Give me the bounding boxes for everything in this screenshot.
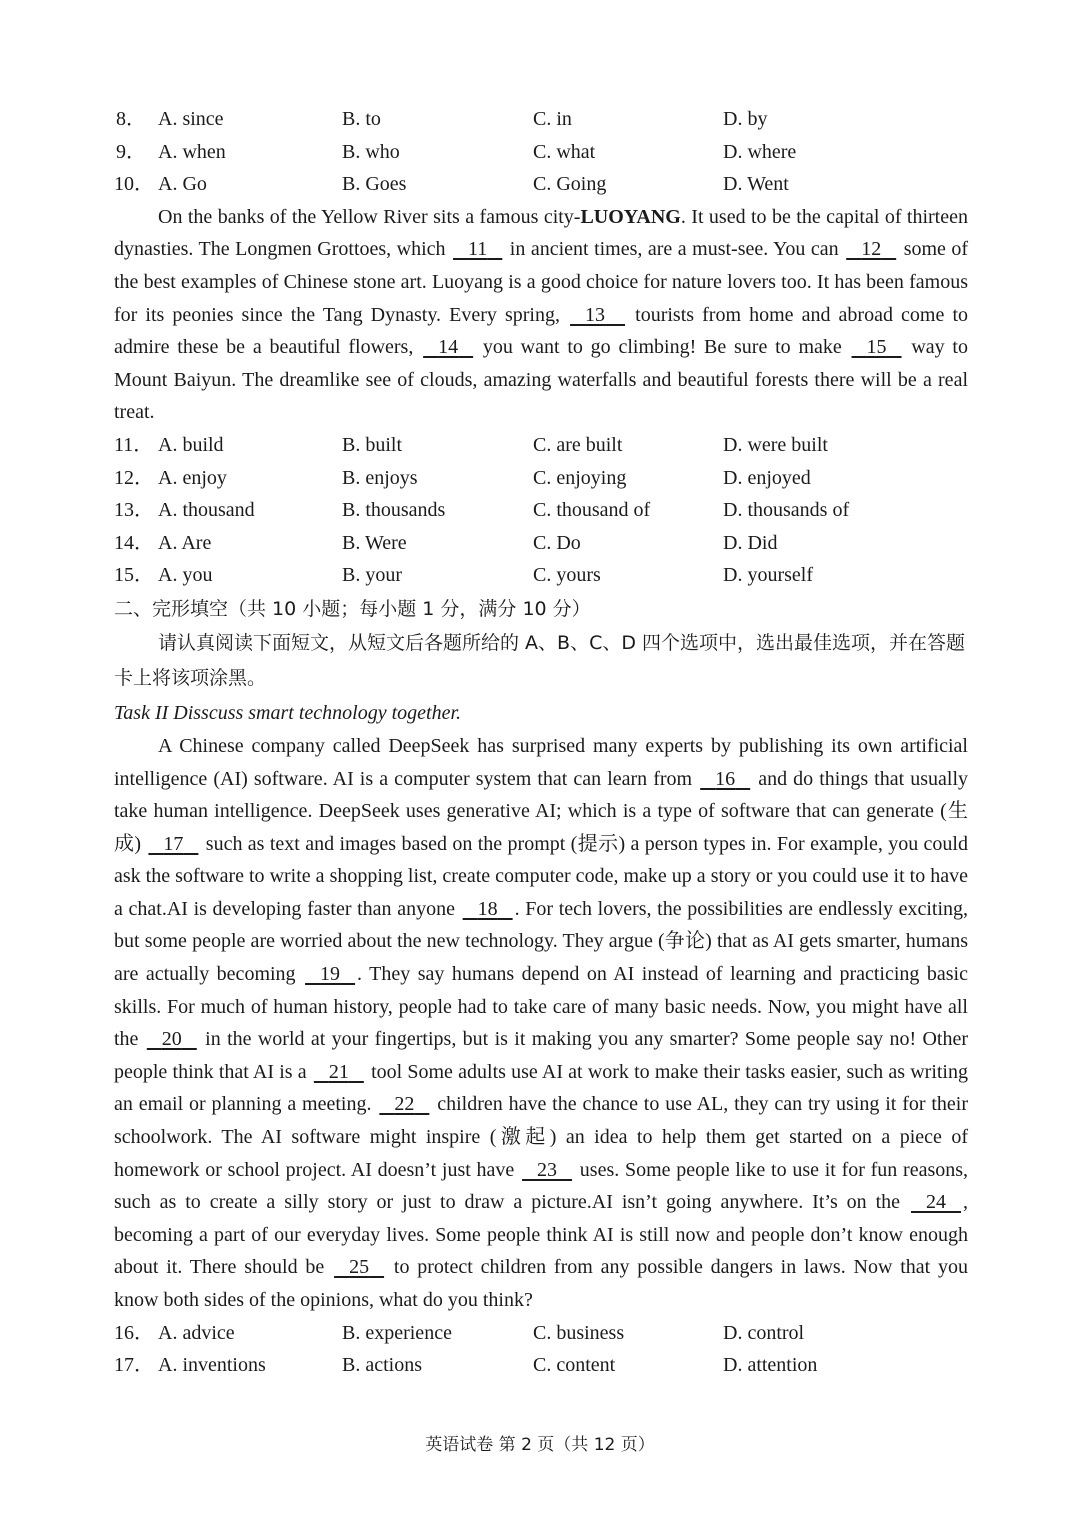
- option-b: B. to: [342, 108, 381, 130]
- blank-14: 14: [438, 336, 459, 359]
- passage-ai: A Chinese company called DeepSeek has surprised many experts by publishing its own artificial intelligence (AI) software. AI is a computer system that can learn from 16 and do things that usually take human intelligence. DeepSeek uses generative AI; which is a type of software that can generate (生成) 17 such as text and images based on the prompt (提示) a person types in. For example, you could ask the software to write a shopping list, create computer code, make up a story or you could use it to have a chat.AI is developing faster than anyone 18 . For tech lovers, the possibilities are endlessly exciting, but some people are worried about the new technology. They argue (争论) that as AI gets smarter, humans are actually becoming 19 . They say humans depend on AI instead of learning and practicing basic skills. For much of human history, people had to take care of many basic needs. Now, you might have all the 20 in the world at your fingertips, but is it making you any smarter? Some people say no! Other people think that AI is a 21 tool Some adults use AI at work to make their tasks easier, such as writing an email or planning a meeting. 22 children have the chance to use AL, they can try using it for their schoolwork. The AI software might inspire (激起) an idea to help them get started on a piece of homework or school project. AI doesn’t just have 23 uses. Some people like to use it for fun reasons, such as to create a silly story or just to draw a picture.AI isn’t going anywhere. It’s on the 24 , becoming a part of our everyday lives. Some people think AI is still now and people don’t know enough about it. There should be 25 to protect children from any possible dangers in laws. Now that you know both sides of the opinions, what do you think?: [114, 734, 969, 1311]
- option-a: A. Go: [158, 173, 207, 196]
- question-number: 11．: [114, 433, 154, 456]
- blank-19: 19: [320, 963, 341, 986]
- option-d: D. Went: [723, 173, 789, 196]
- question-row: [114, 494, 968, 527]
- page-content: [114, 103, 968, 1382]
- option-a: A. since: [158, 108, 224, 130]
- question-number: 15．: [114, 564, 154, 587]
- question-number: 9．: [116, 140, 146, 163]
- option-c: C. thousand of: [533, 499, 651, 522]
- option-c: C. enjoying: [533, 466, 627, 489]
- blank-17: 17: [163, 832, 184, 855]
- option-a: A. enjoy: [158, 466, 227, 489]
- option-c: C. in: [533, 108, 572, 130]
- option-d: D. where: [723, 140, 797, 163]
- option-c: C. Do: [533, 531, 581, 554]
- question-number: 14．: [114, 531, 154, 554]
- blank-24: 24: [926, 1191, 947, 1214]
- blank-20: 20: [161, 1028, 182, 1051]
- option-b: B. Were: [342, 531, 407, 554]
- option-c: C. are built: [533, 433, 623, 456]
- option-c: C. what: [533, 140, 596, 163]
- option-a: A. thousand: [158, 499, 255, 522]
- option-b: B. enjoys: [342, 466, 418, 489]
- task-title: Task II Disscuss smart technology together.: [114, 701, 462, 724]
- question-number: 8．: [116, 108, 146, 130]
- option-a: A. inventions: [158, 1354, 266, 1377]
- question-row: [114, 136, 968, 169]
- question-number: 13．: [114, 499, 154, 522]
- blank-23: 23: [537, 1158, 558, 1181]
- question-number: 12．: [114, 466, 154, 489]
- option-d: D. yourself: [723, 564, 813, 587]
- question-row: [114, 429, 968, 462]
- option-b: B. who: [342, 140, 400, 163]
- question-row: [114, 1317, 968, 1350]
- blank-18: 18: [477, 897, 498, 920]
- option-d: D. by: [723, 108, 768, 130]
- option-d: D. were built: [723, 433, 828, 456]
- blank-12: 12: [861, 238, 882, 261]
- blank-15: 15: [866, 336, 887, 359]
- option-a: A. you: [158, 564, 213, 587]
- blank-13: 13: [585, 303, 606, 326]
- option-c: C. Going: [533, 173, 607, 196]
- option-d: D. Did: [723, 531, 778, 554]
- options-group-16-17: [114, 1317, 968, 1382]
- question-row: [114, 168, 968, 201]
- option-d: D. thousands of: [723, 499, 850, 522]
- question-number: 16．: [114, 1321, 154, 1344]
- question-row: [114, 1349, 968, 1382]
- blank-22: 22: [394, 1093, 415, 1116]
- options-group-8-10: [114, 103, 968, 201]
- option-d: D. attention: [723, 1354, 818, 1377]
- option-b: B. thousands: [342, 499, 446, 522]
- question-row: [114, 559, 968, 592]
- option-d: D. control: [723, 1321, 805, 1344]
- option-a: A. Are: [158, 531, 212, 554]
- option-b: B. Goes: [342, 173, 407, 196]
- option-b: B. actions: [342, 1354, 422, 1377]
- city-name: LUOYANG: [580, 205, 681, 228]
- options-group-11-15: [114, 429, 968, 592]
- question-row: [114, 103, 968, 136]
- question-row: [114, 462, 968, 495]
- question-row: [114, 527, 968, 560]
- blank-25: 25: [349, 1256, 370, 1279]
- option-a: A. when: [158, 140, 226, 163]
- question-number: 17．: [114, 1354, 154, 1377]
- question-number: 10．: [114, 173, 154, 196]
- option-d: D. enjoyed: [723, 466, 811, 489]
- page-footer: 英语试卷 第 2 页（共 12 页）: [425, 1435, 655, 1455]
- blank-16: 16: [715, 767, 736, 790]
- option-b: B. built: [342, 433, 403, 456]
- option-b: B. your: [342, 564, 402, 587]
- option-a: A. build: [158, 433, 224, 456]
- option-a: A. advice: [158, 1321, 235, 1344]
- option-b: B. experience: [342, 1321, 452, 1344]
- blank-11: 11: [468, 238, 488, 261]
- option-c: C. business: [533, 1321, 625, 1344]
- passage-luoyang: On the banks of the Yellow River sits a famous city-LUOYANG. It used to be the capital of thirteen dynasties. The Longmen Grottoes, which 11 in ancient times, are a must-see. You can 12 some of the best examples of Chinese stone art. Luoyang is a good choice for nature lovers too. It has been famous for its peonies since the Tang Dynasty. Every spring, 13 tourists from home and abroad come to admire these be a beautiful flowers, 14 you want to go climbing! Be sure to make 15 way to Mount Baiyun. The dreamlike see of clouds, amazing waterfalls and beautiful forests there will be a real treat.: [114, 205, 969, 424]
- section-heading: 二、完形填空（共 10 小题；每小题 1 分，满分 10 分）: [114, 597, 591, 620]
- option-c: C. yours: [533, 564, 601, 587]
- option-c: C. content: [533, 1354, 616, 1377]
- blank-21: 21: [328, 1060, 349, 1083]
- section-instruction: 请认真阅读下面短文，从短文后各题所给的 A、B、C、D 四个选项中，选出最佳选项，并在答题卡上将该项涂黑。: [114, 631, 966, 689]
